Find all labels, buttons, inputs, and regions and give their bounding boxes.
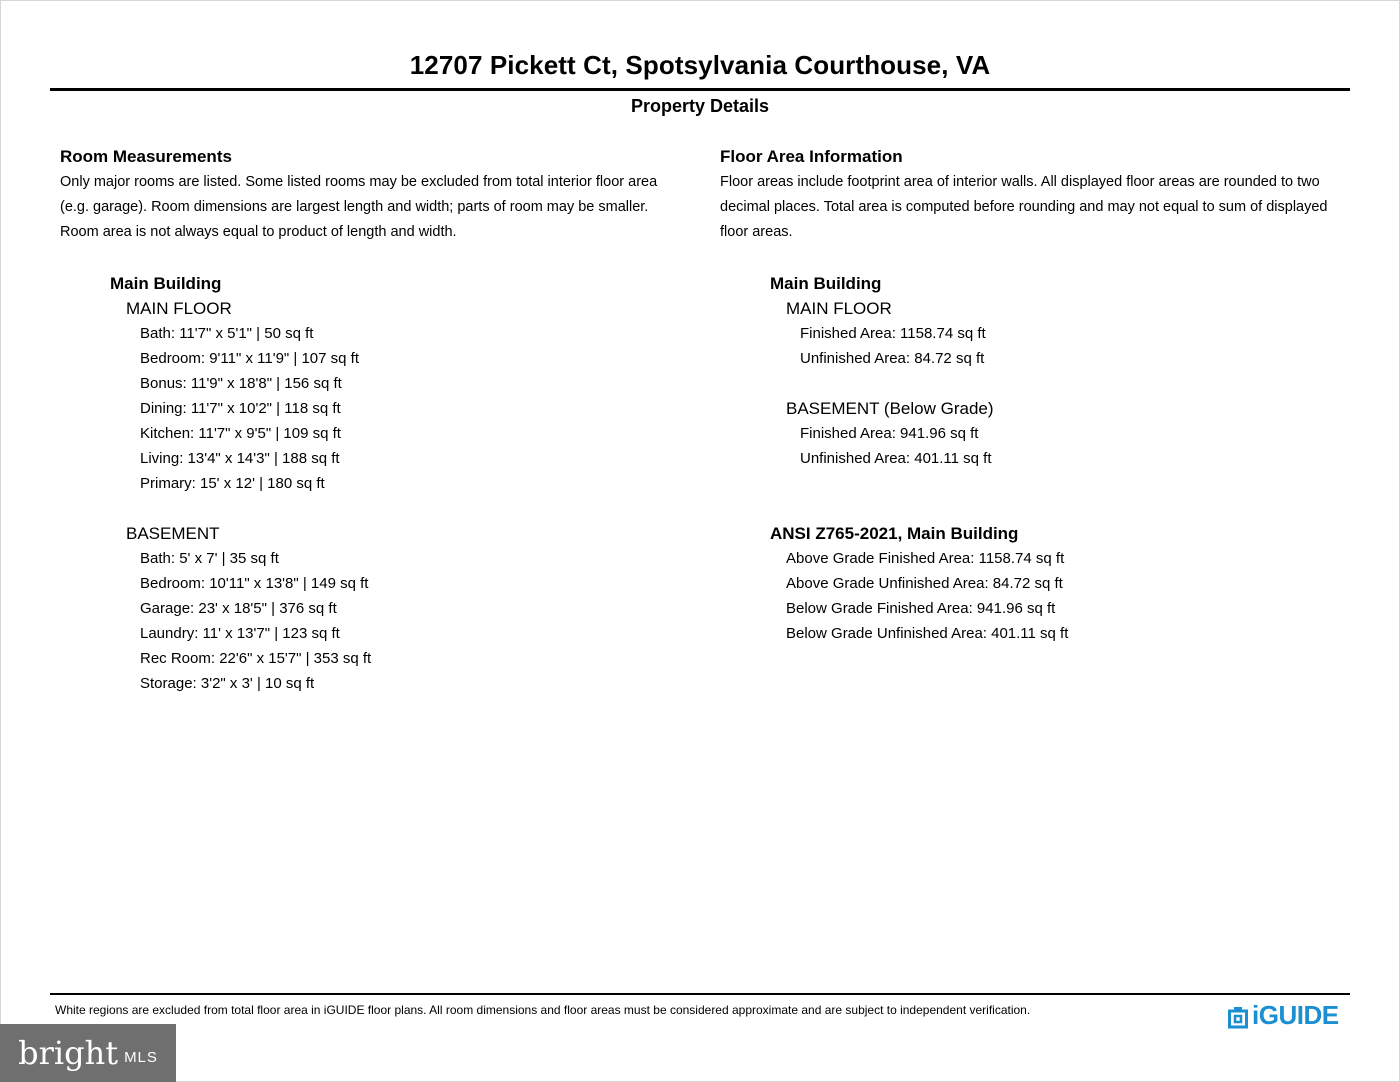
room-item: Garage: 23' x 18'5" | 376 sq ft [140, 600, 337, 617]
area-item: Unfinished Area: 84.72 sq ft [800, 350, 985, 367]
iguide-logo-text: iGUIDE [1252, 1000, 1339, 1030]
spacer [720, 496, 1360, 521]
bright-mls-watermark [0, 1024, 176, 1082]
floor-heading: MAIN FLOOR [786, 299, 892, 318]
building-heading: Main Building [110, 274, 222, 293]
area-item: Finished Area: 1158.74 sq ft [800, 325, 986, 342]
page-subtitle: Property Details [630, 96, 770, 116]
floor-area-section [720, 146, 1360, 646]
room-item: Living: 13'4" x 14'3" | 188 sq ft [140, 450, 340, 467]
iguide-logo-icon [1228, 1005, 1248, 1027]
ansi-heading: ANSI Z765-2021, Main Building [770, 524, 1019, 543]
description-line: floor areas. [720, 224, 793, 240]
description-line: Room area is not always equal to product of length and width. [60, 224, 457, 240]
ansi-item: Above Grade Unfinished Area: 84.72 sq ft [786, 575, 1063, 592]
spacer [60, 496, 685, 521]
watermark-word: bright [18, 1034, 119, 1072]
ansi-item: Below Grade Finished Area: 941.96 sq ft [786, 600, 1056, 617]
floor-area-heading: Floor Area Information [720, 147, 903, 166]
area-item: Finished Area: 941.96 sq ft [800, 425, 979, 442]
room-item: Kitchen: 11'7" x 9'5" | 109 sq ft [140, 425, 341, 442]
spacer [720, 471, 1360, 496]
description-line: Only major rooms are listed. Some listed rooms may be excluded from total interior floor area [60, 174, 658, 190]
room-measurements-section [60, 146, 685, 696]
watermark-sub: MLS [124, 1048, 158, 1066]
room-item: Bath: 5' x 7' | 35 sq ft [140, 550, 279, 567]
description-line: Floor areas include footprint area of interior walls. All displayed floor areas are rounded to two [720, 174, 1320, 190]
spacer [720, 371, 1360, 396]
room-item: Dining: 11'7" x 10'2" | 118 sq ft [140, 400, 341, 417]
footer-divider [50, 993, 1350, 995]
room-measurements-heading: Room Measurements [60, 147, 232, 166]
floor-heading: MAIN FLOOR [126, 299, 232, 318]
iguide-logo [1228, 1000, 1339, 1031]
room-item: Bath: 11'7" x 5'1" | 50 sq ft [140, 325, 314, 342]
page-title: 12707 Pickett Ct, Spotsylvania Courthouse, VA [409, 50, 991, 80]
room-measurements-description [60, 170, 685, 245]
room-item: Storage: 3'2" x 3' | 10 sq ft [140, 675, 315, 692]
floor-area-description [720, 170, 1360, 245]
room-item: Primary: 15' x 12' | 180 sq ft [140, 475, 325, 492]
room-item: Rec Room: 22'6" x 15'7" | 353 sq ft [140, 650, 372, 667]
room-item: Bedroom: 9'11" x 11'9" | 107 sq ft [140, 350, 360, 367]
footer-disclaimer: White regions are excluded from total floor area in iGUIDE floor plans. All room dimensions and floor areas must be considered approximate and are subject to independent verification. [55, 1003, 1031, 1017]
building-heading: Main Building [770, 274, 882, 293]
description-line: (e.g. garage). Room dimensions are largest length and width; parts of room may be smaller. [60, 199, 649, 215]
ansi-item: Below Grade Unfinished Area: 401.11 sq ft [786, 625, 1069, 642]
header-divider [50, 88, 1350, 91]
room-item: Laundry: 11' x 13'7" | 123 sq ft [140, 625, 340, 642]
ansi-item: Above Grade Finished Area: 1158.74 sq ft [786, 550, 1065, 567]
floor-heading: BASEMENT [126, 524, 220, 543]
description-line: decimal places. Total area is computed before rounding and may not equal to sum of displayed [720, 199, 1328, 215]
room-item: Bonus: 11'9" x 18'8" | 156 sq ft [140, 375, 342, 392]
floor-heading: BASEMENT (Below Grade) [786, 399, 994, 418]
room-item: Bedroom: 10'11" x 13'8" | 149 sq ft [140, 575, 369, 592]
area-item: Unfinished Area: 401.11 sq ft [800, 450, 992, 467]
